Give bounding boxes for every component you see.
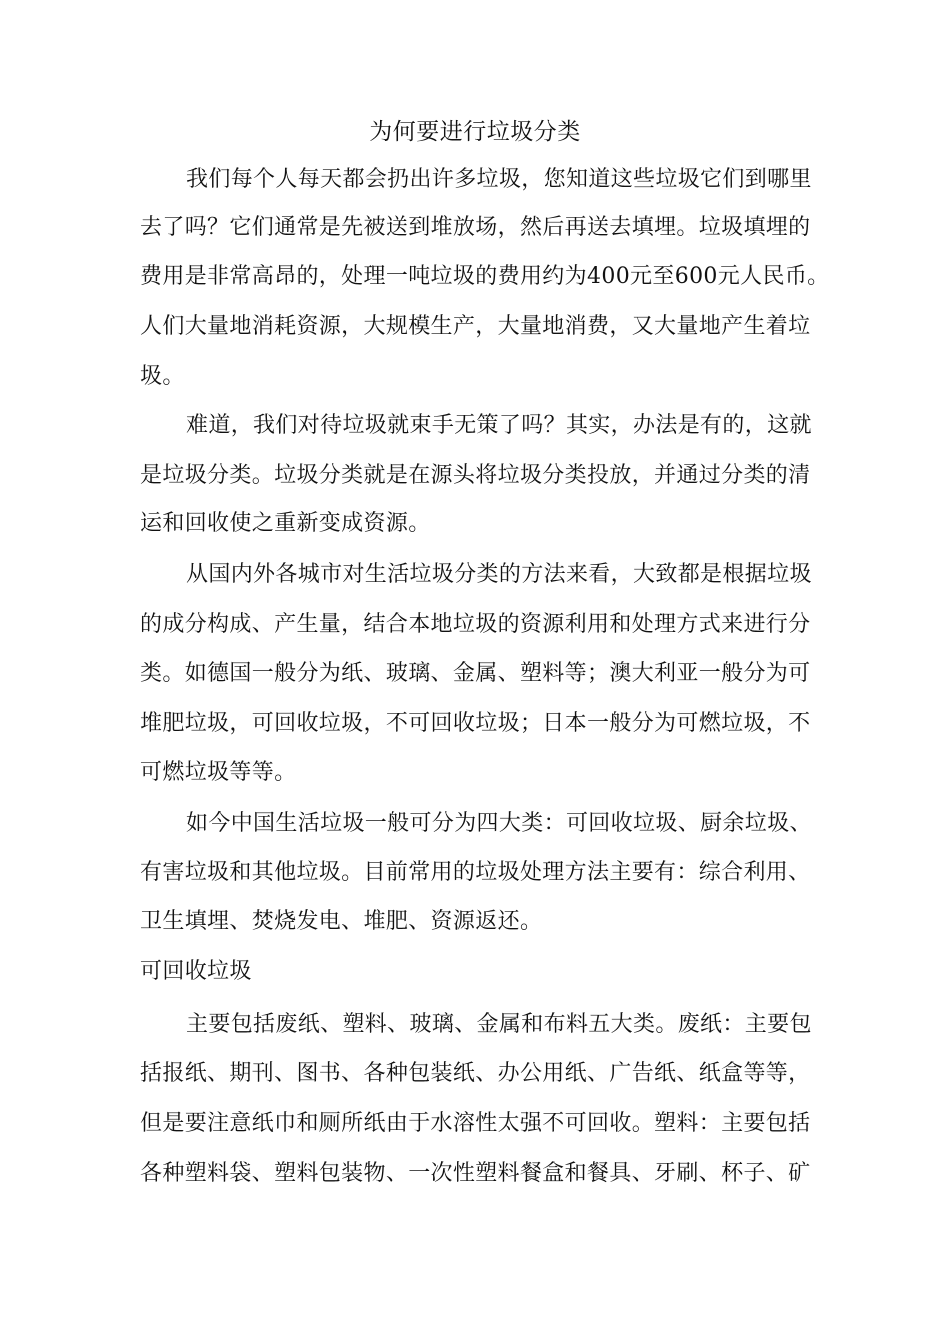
paragraph-line: 去了吗？它们通常是先被送到堆放场，然后再送去填埋。垃圾填埋的 — [140, 215, 811, 240]
paragraph-line: 圾。 — [140, 364, 185, 389]
paragraph-line: 是垃圾分类。垃圾分类就是在源头将垃圾分类投放，并通过分类的清 — [140, 463, 811, 488]
paragraph-line: 运和回收使之重新变成资源。 — [140, 511, 431, 536]
paragraph-line: 各种塑料袋、塑料包装物、一次性塑料餐盒和餐具、牙刷、杯子、矿 — [140, 1161, 811, 1186]
paragraph-line: 可燃垃圾等等。 — [140, 760, 297, 785]
paragraph-line: 括报纸、期刊、图书、各种包装纸、办公用纸、广告纸、纸盒等等， — [140, 1061, 811, 1086]
paragraph-line: 有害垃圾和其他垃圾。目前常用的垃圾处理方法主要有：综合利用、 — [140, 860, 811, 885]
paragraph-line: 卫生填埋、焚烧发电、堆肥、资源返还。 — [140, 909, 543, 934]
paragraph-line: 费用是非常高昂的，处理一吨垃圾的费用约为400元至600元人民币。 — [140, 264, 830, 289]
paragraph-line: 难道，我们对待垃圾就束手无策了吗？其实，办法是有的，这就 — [186, 413, 812, 438]
paragraph-line: 主要包括废纸、塑料、玻璃、金属和布料五大类。废纸：主要包 — [186, 1012, 812, 1037]
paragraph-line: 堆肥垃圾，可回收垃圾，不可回收垃圾；日本一般分为可燃垃圾，不 — [140, 711, 811, 736]
paragraph-line: 类。如德国一般分为纸、玻璃、金属、塑料等；澳大利亚一般分为可 — [140, 661, 811, 686]
section-heading: 可回收垃圾 — [140, 959, 252, 984]
paragraph-line: 如今中国生活垃圾一般可分为四大类：可回收垃圾、厨余垃圾、 — [186, 811, 812, 836]
paragraph-line: 的成分构成、产生量，结合本地垃圾的资源利用和处理方式来进行分 — [140, 612, 811, 637]
paragraph-line: 但是要注意纸巾和厕所纸由于水溶性太强不可回收。塑料：主要包括 — [140, 1111, 811, 1136]
paragraph-line: 我们每个人每天都会扔出许多垃圾，您知道这些垃圾它们到哪里 — [186, 167, 812, 192]
paragraph-line: 人们大量地消耗资源，大规模生产，大量地消费，又大量地产生着垃 — [140, 314, 811, 339]
paragraph-line: 从国内外各城市对生活垃圾分类的方法来看，大致都是根据垃圾 — [186, 562, 812, 587]
document-title: 为何要进行垃圾分类 — [369, 119, 581, 145]
